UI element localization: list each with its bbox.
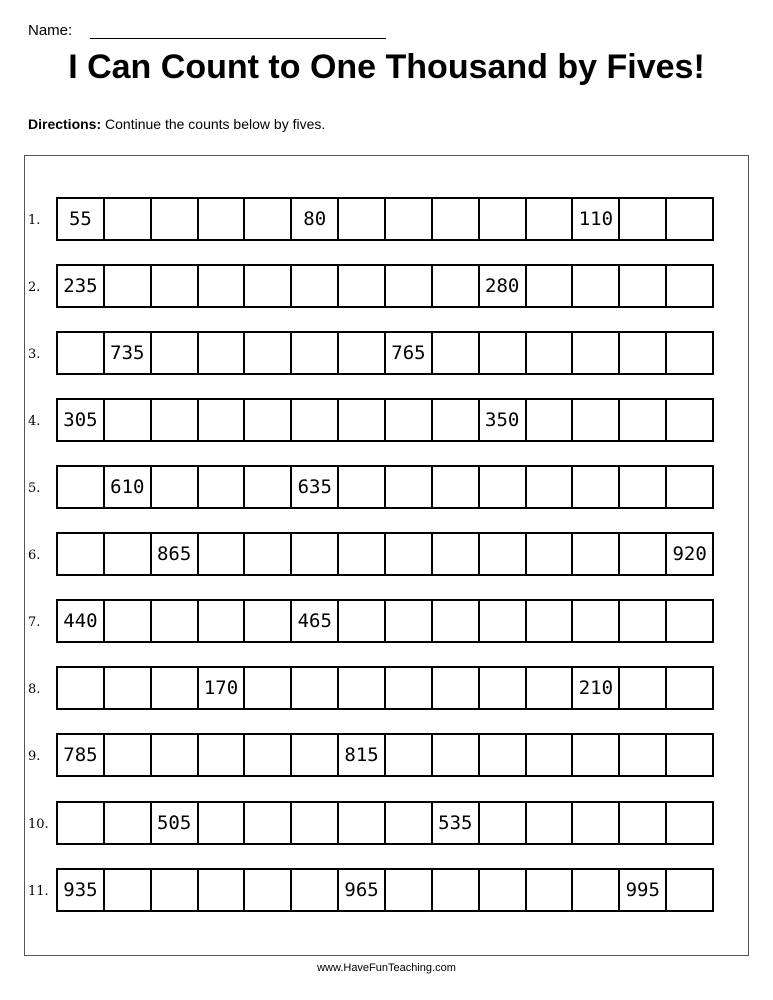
given-number-cell: 110 (573, 199, 620, 239)
answer-cell[interactable] (292, 534, 339, 574)
given-number-cell: 505 (152, 803, 199, 843)
answer-cell[interactable] (58, 333, 105, 373)
answer-cell[interactable] (105, 668, 152, 708)
answer-cell[interactable] (105, 735, 152, 775)
answer-cell[interactable] (573, 467, 620, 507)
answer-cell[interactable] (573, 400, 620, 440)
row-number: 6. (28, 548, 41, 563)
answer-cell[interactable] (620, 601, 667, 641)
given-number-cell: 920 (667, 534, 714, 574)
answer-cell[interactable] (527, 400, 574, 440)
answer-cell[interactable] (386, 400, 433, 440)
directions-label: Directions: (28, 116, 102, 132)
given-number-cell: 995 (620, 870, 667, 910)
answer-cell[interactable] (339, 803, 386, 843)
directions-text: Continue the counts below by fives. (101, 116, 326, 132)
row-number: 1. (28, 213, 41, 228)
answer-cell[interactable] (152, 467, 199, 507)
answer-cell[interactable] (199, 870, 246, 910)
answer-cell[interactable] (199, 803, 246, 843)
answer-cell[interactable] (245, 870, 292, 910)
row-number: 4. (28, 414, 41, 429)
answer-cell[interactable] (667, 467, 714, 507)
answer-cell[interactable] (667, 870, 714, 910)
answer-cell[interactable] (667, 266, 714, 306)
answer-cell[interactable] (339, 266, 386, 306)
answer-cell[interactable] (58, 668, 105, 708)
count-row (56, 264, 714, 308)
answer-cell[interactable] (620, 400, 667, 440)
answer-cell[interactable] (386, 668, 433, 708)
answer-cell[interactable] (245, 735, 292, 775)
answer-cell[interactable] (152, 266, 199, 306)
name-label: Name: (28, 22, 73, 39)
answer-cell[interactable] (105, 803, 152, 843)
answer-cell[interactable] (152, 601, 199, 641)
answer-cell[interactable] (199, 534, 246, 574)
answer-cell[interactable] (620, 803, 667, 843)
given-number-cell: 235 (58, 266, 105, 306)
answer-cell[interactable] (152, 668, 199, 708)
answer-cell[interactable] (199, 333, 246, 373)
given-number-cell: 440 (58, 601, 105, 641)
answer-cell[interactable] (480, 467, 527, 507)
answer-cell[interactable] (152, 199, 199, 239)
given-number-cell: 935 (58, 870, 105, 910)
given-number-cell: 765 (386, 333, 433, 373)
answer-cell[interactable] (245, 803, 292, 843)
answer-cell[interactable] (433, 668, 480, 708)
answer-cell[interactable] (620, 534, 667, 574)
answer-cell[interactable] (105, 601, 152, 641)
count-row (56, 801, 714, 845)
answer-cell[interactable] (292, 266, 339, 306)
row-number: 9. (28, 749, 41, 764)
answer-cell[interactable] (199, 266, 246, 306)
answer-cell[interactable] (433, 601, 480, 641)
row-number: 10. (28, 817, 49, 832)
count-row (56, 733, 714, 777)
answer-cell[interactable] (573, 803, 620, 843)
given-number-cell: 785 (58, 735, 105, 775)
answer-cell[interactable] (339, 467, 386, 507)
answer-cell[interactable] (245, 199, 292, 239)
answer-cell[interactable] (245, 400, 292, 440)
answer-cell[interactable] (339, 534, 386, 574)
answer-cell[interactable] (527, 266, 574, 306)
answer-cell[interactable] (199, 601, 246, 641)
given-number-cell: 350 (480, 400, 527, 440)
directions (28, 116, 325, 132)
answer-cell[interactable] (339, 668, 386, 708)
given-number-cell: 280 (480, 266, 527, 306)
given-number-cell: 210 (573, 668, 620, 708)
answer-cell[interactable] (480, 601, 527, 641)
answer-cell[interactable] (386, 870, 433, 910)
answer-cell[interactable] (527, 534, 574, 574)
answer-cell[interactable] (527, 467, 574, 507)
answer-cell[interactable] (433, 333, 480, 373)
answer-cell[interactable] (527, 803, 574, 843)
answer-cell[interactable] (620, 668, 667, 708)
answer-cell[interactable] (386, 534, 433, 574)
count-row (56, 666, 714, 710)
given-number-cell: 55 (58, 199, 105, 239)
answer-cell[interactable] (152, 735, 199, 775)
answer-cell[interactable] (386, 199, 433, 239)
answer-cell[interactable] (620, 199, 667, 239)
answer-cell[interactable] (667, 803, 714, 843)
answer-cell[interactable] (199, 199, 246, 239)
answer-cell[interactable] (480, 803, 527, 843)
answer-cell[interactable] (573, 534, 620, 574)
answer-cell[interactable] (433, 199, 480, 239)
count-row (56, 331, 714, 375)
given-number-cell: 815 (339, 735, 386, 775)
count-row (56, 532, 714, 576)
given-number-cell: 305 (58, 400, 105, 440)
given-number-cell: 610 (105, 467, 152, 507)
answer-cell[interactable] (199, 400, 246, 440)
answer-cell[interactable] (667, 199, 714, 239)
answer-cell[interactable] (105, 266, 152, 306)
answer-cell[interactable] (152, 333, 199, 373)
answer-cell[interactable] (480, 735, 527, 775)
answer-cell[interactable] (245, 266, 292, 306)
answer-cell[interactable] (245, 534, 292, 574)
answer-cell[interactable] (292, 400, 339, 440)
answer-cell[interactable] (620, 735, 667, 775)
given-number-cell: 735 (105, 333, 152, 373)
row-number: 5. (28, 481, 41, 496)
answer-cell[interactable] (339, 400, 386, 440)
answer-cell[interactable] (573, 870, 620, 910)
answer-cell[interactable] (620, 333, 667, 373)
answer-cell[interactable] (386, 467, 433, 507)
answer-cell[interactable] (667, 601, 714, 641)
answer-cell[interactable] (386, 735, 433, 775)
answer-cell[interactable] (527, 668, 574, 708)
answer-cell[interactable] (573, 735, 620, 775)
answer-cell[interactable] (620, 266, 667, 306)
answer-cell[interactable] (199, 735, 246, 775)
answer-cell[interactable] (199, 467, 246, 507)
answer-cell[interactable] (527, 601, 574, 641)
given-number-cell: 170 (199, 668, 246, 708)
answer-cell[interactable] (620, 467, 667, 507)
answer-cell[interactable] (433, 400, 480, 440)
answer-cell[interactable] (245, 467, 292, 507)
answer-cell[interactable] (433, 534, 480, 574)
name-field-line[interactable] (90, 38, 386, 39)
answer-cell[interactable] (480, 534, 527, 574)
answer-cell[interactable] (292, 668, 339, 708)
answer-cell[interactable] (573, 266, 620, 306)
answer-cell[interactable] (58, 803, 105, 843)
answer-cell[interactable] (480, 870, 527, 910)
answer-cell[interactable] (152, 400, 199, 440)
worksheet-title: I Can Count to One Thousand by Fives! (68, 48, 705, 86)
answer-cell[interactable] (667, 400, 714, 440)
footer-website: www.HaveFunTeaching.com (317, 962, 456, 974)
row-number: 7. (28, 615, 41, 630)
answer-cell[interactable] (105, 534, 152, 574)
count-row (56, 398, 714, 442)
answer-cell[interactable] (527, 333, 574, 373)
row-number: 8. (28, 682, 41, 697)
answer-cell[interactable] (480, 333, 527, 373)
answer-cell[interactable] (58, 534, 105, 574)
answer-cell[interactable] (667, 333, 714, 373)
given-number-cell: 535 (433, 803, 480, 843)
answer-cell[interactable] (152, 870, 199, 910)
answer-cell[interactable] (245, 601, 292, 641)
given-number-cell: 865 (152, 534, 199, 574)
answer-cell[interactable] (527, 870, 574, 910)
answer-cell[interactable] (292, 803, 339, 843)
answer-cell[interactable] (105, 870, 152, 910)
answer-cell[interactable] (339, 333, 386, 373)
count-row (56, 465, 714, 509)
answer-cell[interactable] (292, 333, 339, 373)
answer-cell[interactable] (292, 870, 339, 910)
answer-cell[interactable] (433, 870, 480, 910)
answer-cell[interactable] (480, 668, 527, 708)
answer-cell[interactable] (667, 668, 714, 708)
answer-cell[interactable] (339, 199, 386, 239)
answer-cell[interactable] (386, 601, 433, 641)
count-row (56, 197, 714, 241)
answer-cell[interactable] (480, 199, 527, 239)
given-number-cell: 635 (292, 467, 339, 507)
answer-cell[interactable] (573, 333, 620, 373)
answer-cell[interactable] (58, 467, 105, 507)
count-row (56, 599, 714, 643)
count-row (56, 868, 714, 912)
given-number-cell: 80 (292, 199, 339, 239)
answer-cell[interactable] (527, 735, 574, 775)
row-number: 11. (28, 884, 49, 899)
answer-cell[interactable] (245, 668, 292, 708)
answer-cell[interactable] (527, 199, 574, 239)
row-number: 3. (28, 347, 41, 362)
answer-cell[interactable] (105, 199, 152, 239)
answer-cell[interactable] (433, 735, 480, 775)
answer-cell[interactable] (433, 467, 480, 507)
answer-cell[interactable] (667, 735, 714, 775)
answer-cell[interactable] (105, 400, 152, 440)
given-number-cell: 965 (339, 870, 386, 910)
answer-cell[interactable] (245, 333, 292, 373)
answer-cell[interactable] (292, 735, 339, 775)
given-number-cell: 465 (292, 601, 339, 641)
answer-cell[interactable] (339, 601, 386, 641)
answer-cell[interactable] (433, 266, 480, 306)
answer-cell[interactable] (386, 266, 433, 306)
row-number: 2. (28, 280, 41, 295)
answer-cell[interactable] (386, 803, 433, 843)
answer-cell[interactable] (573, 601, 620, 641)
